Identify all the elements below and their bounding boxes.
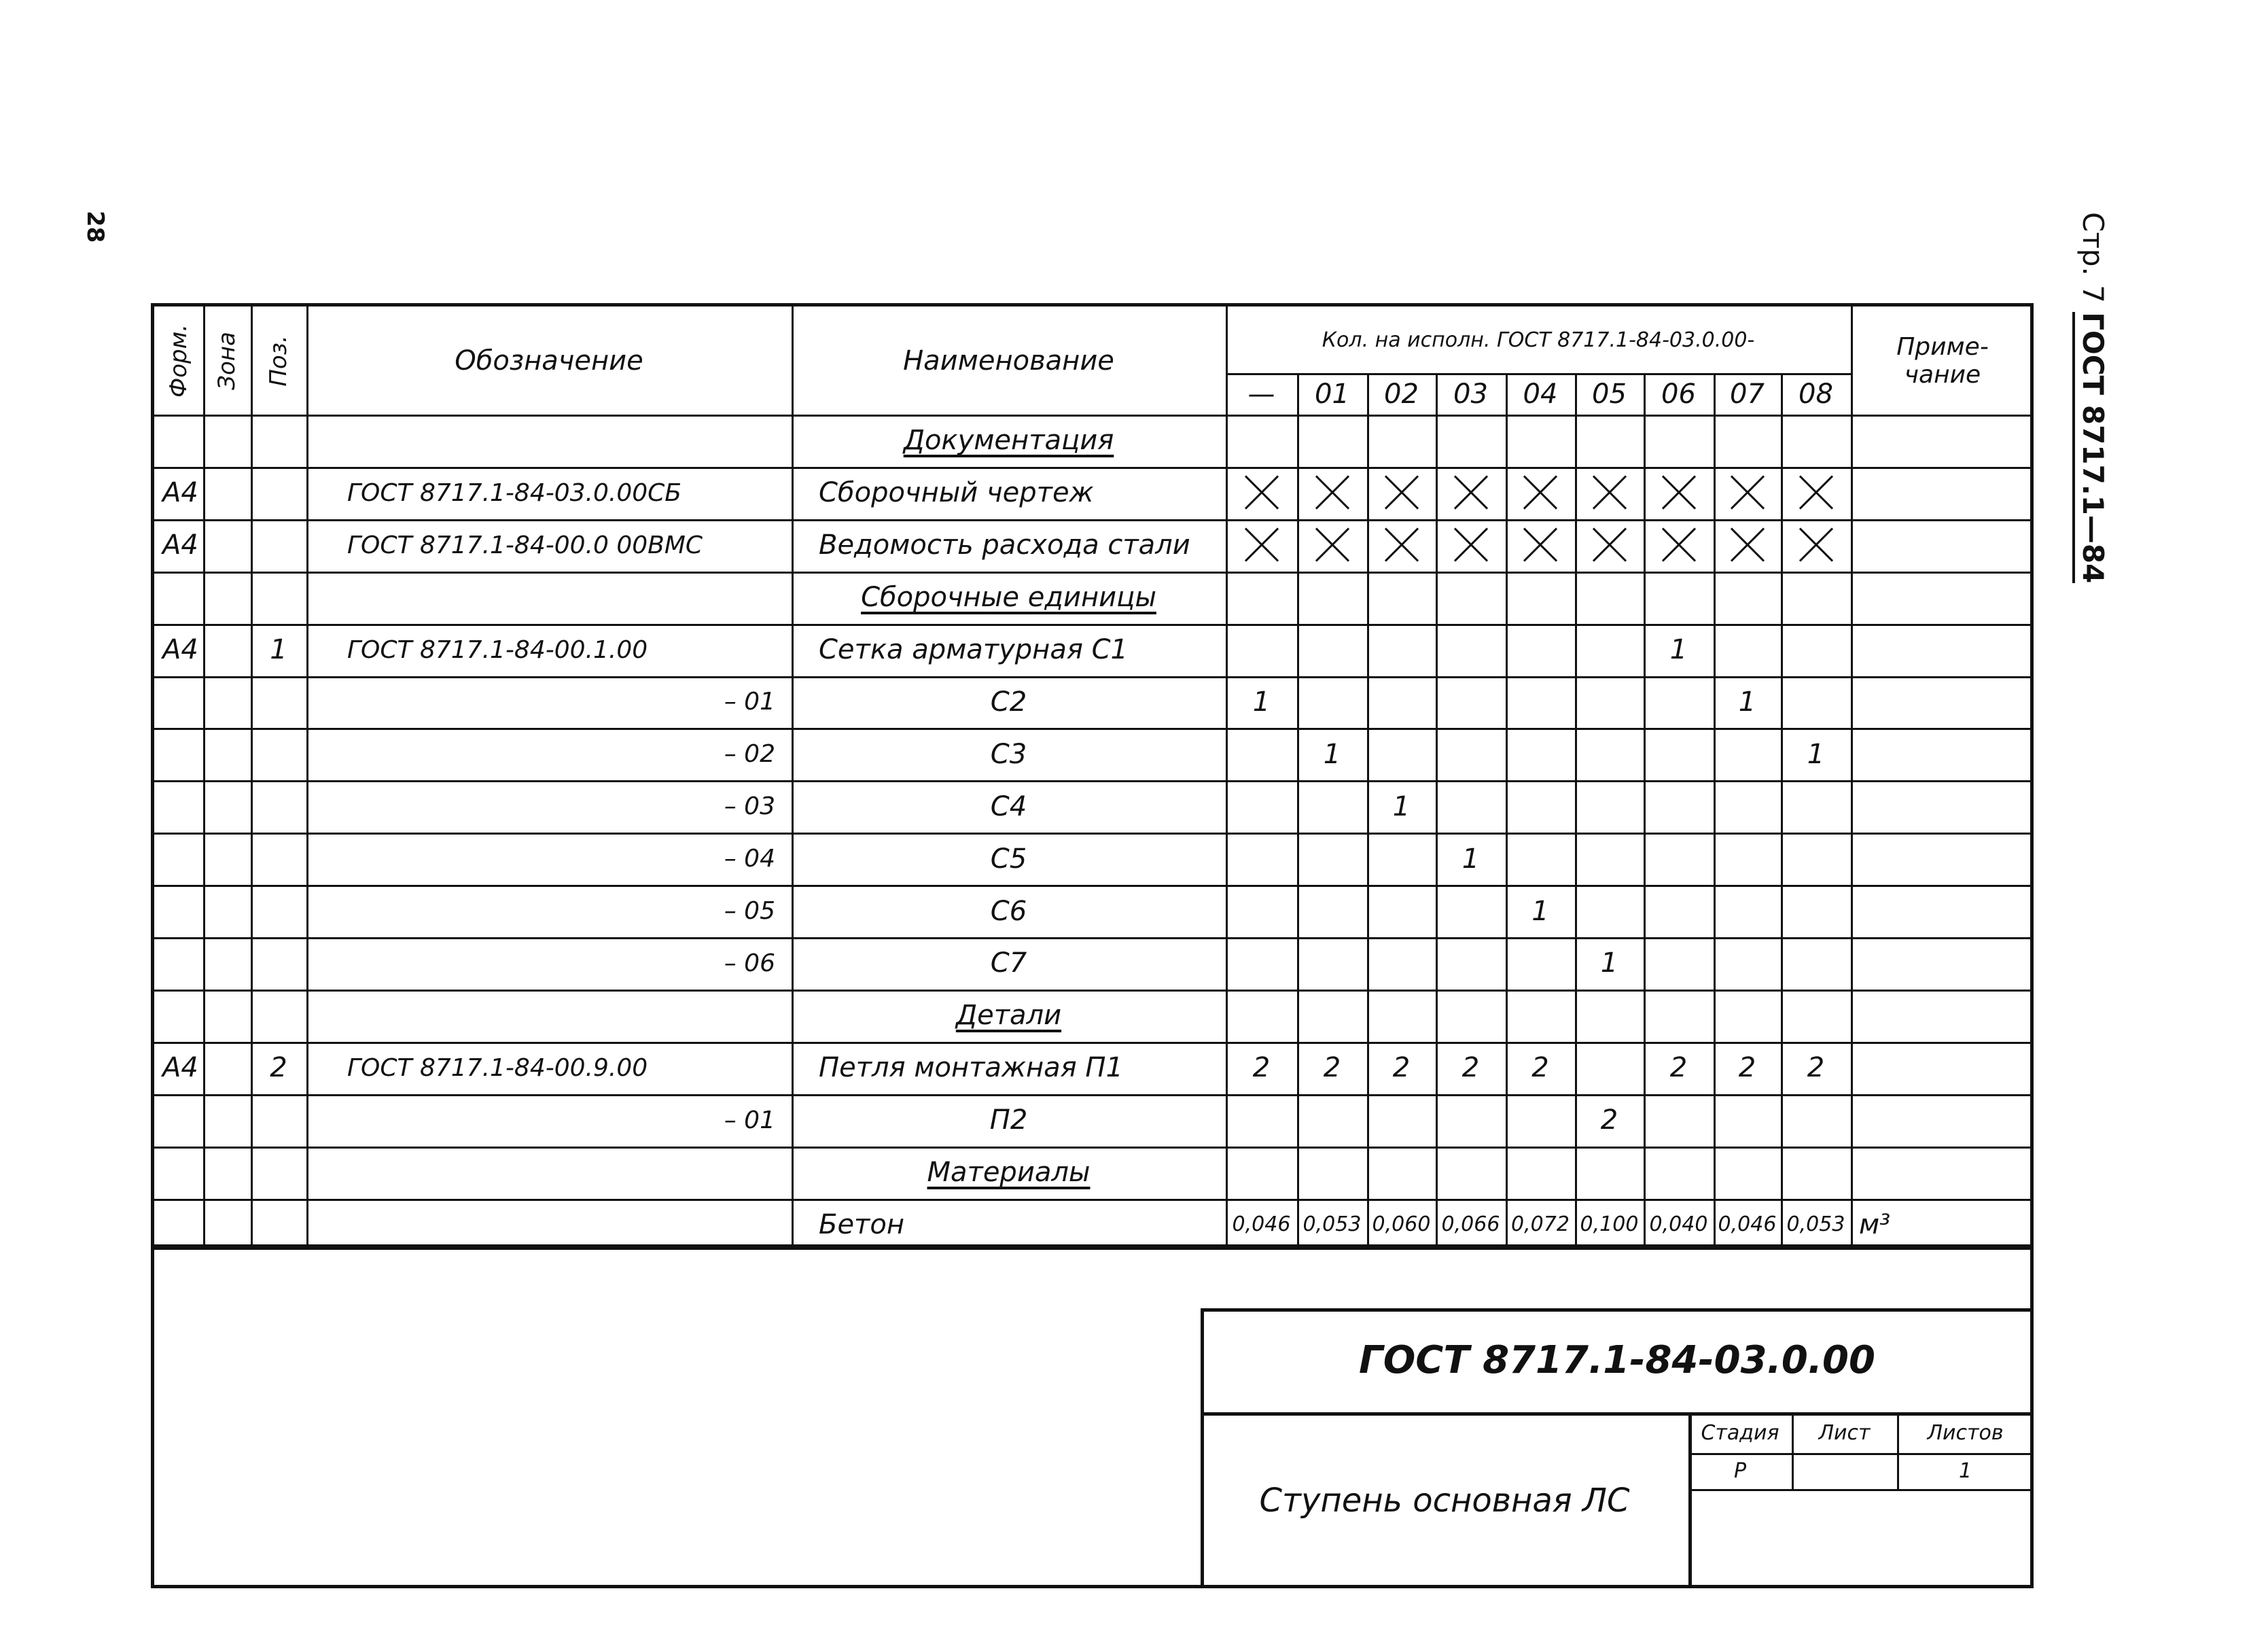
cross-mark xyxy=(1453,475,1489,510)
header-variant: — xyxy=(1247,378,1275,410)
header-designation: Обозначение xyxy=(455,345,643,377)
column-divider xyxy=(1226,307,1228,1244)
designation-cell: – 05 xyxy=(724,897,775,926)
column-divider xyxy=(203,307,205,1244)
column-divider xyxy=(1851,307,1853,1244)
side-header xyxy=(2076,212,2110,583)
column-divider xyxy=(1297,373,1299,1244)
header-variant: 01 xyxy=(1315,378,1349,410)
page-number: 28 xyxy=(82,211,109,243)
quantity-cell: 1 xyxy=(1461,843,1480,875)
side-header-code: ГОСТ 8717.1—84 xyxy=(2072,312,2110,583)
header-zone: Зона xyxy=(213,331,241,390)
quantity-cell: 0,053 xyxy=(1786,1212,1845,1237)
column-divider xyxy=(1436,373,1438,1244)
header-note: Приме-чание xyxy=(1896,332,1989,389)
quantity-cell: 1 xyxy=(1252,686,1271,718)
name-cell: Сетка арматурная С1 xyxy=(819,634,1128,666)
stamp-title: ГОСТ 8717.1-84-03.0.00 xyxy=(1359,1338,1875,1382)
designation-cell: ГОСТ 8717.1-84-00.9.00 xyxy=(347,1053,648,1082)
cross-mark xyxy=(1315,475,1350,510)
name-cell: Петля монтажная П1 xyxy=(819,1052,1123,1084)
cross-mark xyxy=(1453,527,1489,563)
stamp-stage-label: Стадия xyxy=(1701,1420,1779,1445)
position-cell: 2 xyxy=(270,1052,287,1084)
header-variant: 05 xyxy=(1592,378,1627,410)
quantity-cell: 0,072 xyxy=(1511,1212,1570,1237)
column-divider xyxy=(251,307,253,1244)
designation-cell: – 04 xyxy=(724,845,775,873)
quantity-cell: 0,060 xyxy=(1372,1212,1431,1237)
header-form: Форм. xyxy=(165,323,192,398)
quantity-cell: 1 xyxy=(1807,738,1825,770)
header-name: Наименование xyxy=(903,345,1114,377)
quantity-cell: 0,066 xyxy=(1441,1212,1500,1237)
designation-cell: – 03 xyxy=(724,792,775,821)
quantity-cell: 1 xyxy=(1669,634,1688,666)
quantity-cell: 0,040 xyxy=(1649,1212,1708,1237)
section-heading: Детали xyxy=(955,1000,1062,1032)
column-divider xyxy=(1644,373,1646,1244)
name-cell: С2 xyxy=(990,686,1027,718)
designation-cell: ГОСТ 8717.1-84-00.1.00 xyxy=(347,635,648,664)
header-position: Поз. xyxy=(265,334,292,387)
name-cell: С4 xyxy=(990,790,1027,822)
name-cell: Сборочный чертеж xyxy=(819,477,1094,509)
designation-cell: – 01 xyxy=(724,1106,775,1134)
quantity-cell: 0,053 xyxy=(1303,1212,1362,1237)
name-cell: С3 xyxy=(990,738,1027,770)
quantity-cell: 0,046 xyxy=(1232,1212,1291,1237)
quantity-cell: 2 xyxy=(1600,1104,1618,1136)
quantity-cell: 2 xyxy=(1669,1052,1688,1084)
stamp-sheet-value xyxy=(1792,1453,1897,1489)
column-divider xyxy=(1506,373,1508,1244)
cross-mark xyxy=(1244,475,1279,510)
cross-mark xyxy=(1592,475,1627,510)
designation-cell: – 02 xyxy=(724,740,775,769)
name-cell: С7 xyxy=(990,947,1027,979)
cross-mark xyxy=(1384,475,1419,510)
note-cell: м³ xyxy=(1859,1208,1891,1240)
stamp-values-rule xyxy=(1688,1489,2034,1491)
designation-cell: – 01 xyxy=(724,688,775,716)
stamp-name: Ступень основная ЛС xyxy=(1259,1481,1630,1520)
cross-mark xyxy=(1799,475,1834,510)
column-divider xyxy=(1781,373,1783,1244)
cross-mark xyxy=(1523,527,1558,563)
designation-cell: ГОСТ 8717.1-84-00.0 00ВМС xyxy=(347,531,703,559)
position-cell: 1 xyxy=(270,634,287,666)
cross-mark xyxy=(1661,527,1697,563)
quantity-cell: 2 xyxy=(1531,1052,1549,1084)
form-cell: А4 xyxy=(162,634,198,666)
quantity-cell: 0,100 xyxy=(1580,1212,1639,1237)
title-block xyxy=(151,1246,2034,1588)
stamp-sheet-label: Лист xyxy=(1818,1420,1871,1445)
section-heading: Сборочные единицы xyxy=(861,582,1156,614)
header-variant: 02 xyxy=(1384,378,1419,410)
section-heading: Документация xyxy=(903,425,1114,457)
quantity-cell: 2 xyxy=(1807,1052,1825,1084)
quantity-cell: 2 xyxy=(1252,1052,1271,1084)
cross-mark xyxy=(1661,475,1697,510)
name-cell: С6 xyxy=(990,895,1027,927)
name-cell: П2 xyxy=(989,1104,1028,1136)
quantity-cell: 2 xyxy=(1392,1052,1411,1084)
header-variant: 06 xyxy=(1661,378,1696,410)
cross-mark xyxy=(1244,527,1279,563)
name-cell: С5 xyxy=(990,843,1027,875)
cross-mark xyxy=(1799,527,1834,563)
quantity-cell: 2 xyxy=(1738,1052,1756,1084)
specification-table xyxy=(151,303,2034,1248)
form-cell: А4 xyxy=(162,1052,198,1084)
section-heading: Материалы xyxy=(927,1157,1091,1189)
name-cell: Ведомость расхода стали xyxy=(819,529,1190,561)
header-variant: 03 xyxy=(1453,378,1488,410)
form-cell: А4 xyxy=(162,477,198,509)
quantity-cell: 0,046 xyxy=(1718,1212,1777,1237)
cross-mark xyxy=(1592,527,1627,563)
designation-cell: ГОСТ 8717.1-84-03.0.00СБ xyxy=(347,478,681,507)
stamp-sheets-label: Листов xyxy=(1927,1420,2004,1445)
stamp-stage-value: Р xyxy=(1733,1459,1747,1483)
name-cell: Бетон xyxy=(819,1208,904,1240)
cross-mark xyxy=(1730,475,1765,510)
quantity-cell: 1 xyxy=(1531,895,1549,927)
quantity-cell: 1 xyxy=(1392,790,1411,822)
header-variant: 07 xyxy=(1730,378,1765,410)
quantity-cell: 1 xyxy=(1600,947,1618,979)
designation-cell: – 06 xyxy=(724,949,775,977)
cross-mark xyxy=(1730,527,1765,563)
quantity-cell: 2 xyxy=(1323,1052,1341,1084)
column-divider xyxy=(1714,373,1716,1244)
side-header-prefix: Стр. 7 xyxy=(2076,212,2110,303)
cross-mark xyxy=(1315,527,1350,563)
quantity-cell: 2 xyxy=(1461,1052,1480,1084)
header-variant: 08 xyxy=(1799,378,1833,410)
form-cell: А4 xyxy=(162,529,198,561)
cross-mark xyxy=(1523,475,1558,510)
quantity-cell: 1 xyxy=(1323,738,1341,770)
header-quantity: Кол. на исполн. ГОСТ 8717.1-84-03.0.00- xyxy=(1322,328,1755,352)
header-variant: 04 xyxy=(1523,378,1558,410)
cross-mark xyxy=(1384,527,1419,563)
stamp-sheets-value: 1 xyxy=(1958,1459,1972,1483)
quantity-cell: 1 xyxy=(1738,686,1756,718)
